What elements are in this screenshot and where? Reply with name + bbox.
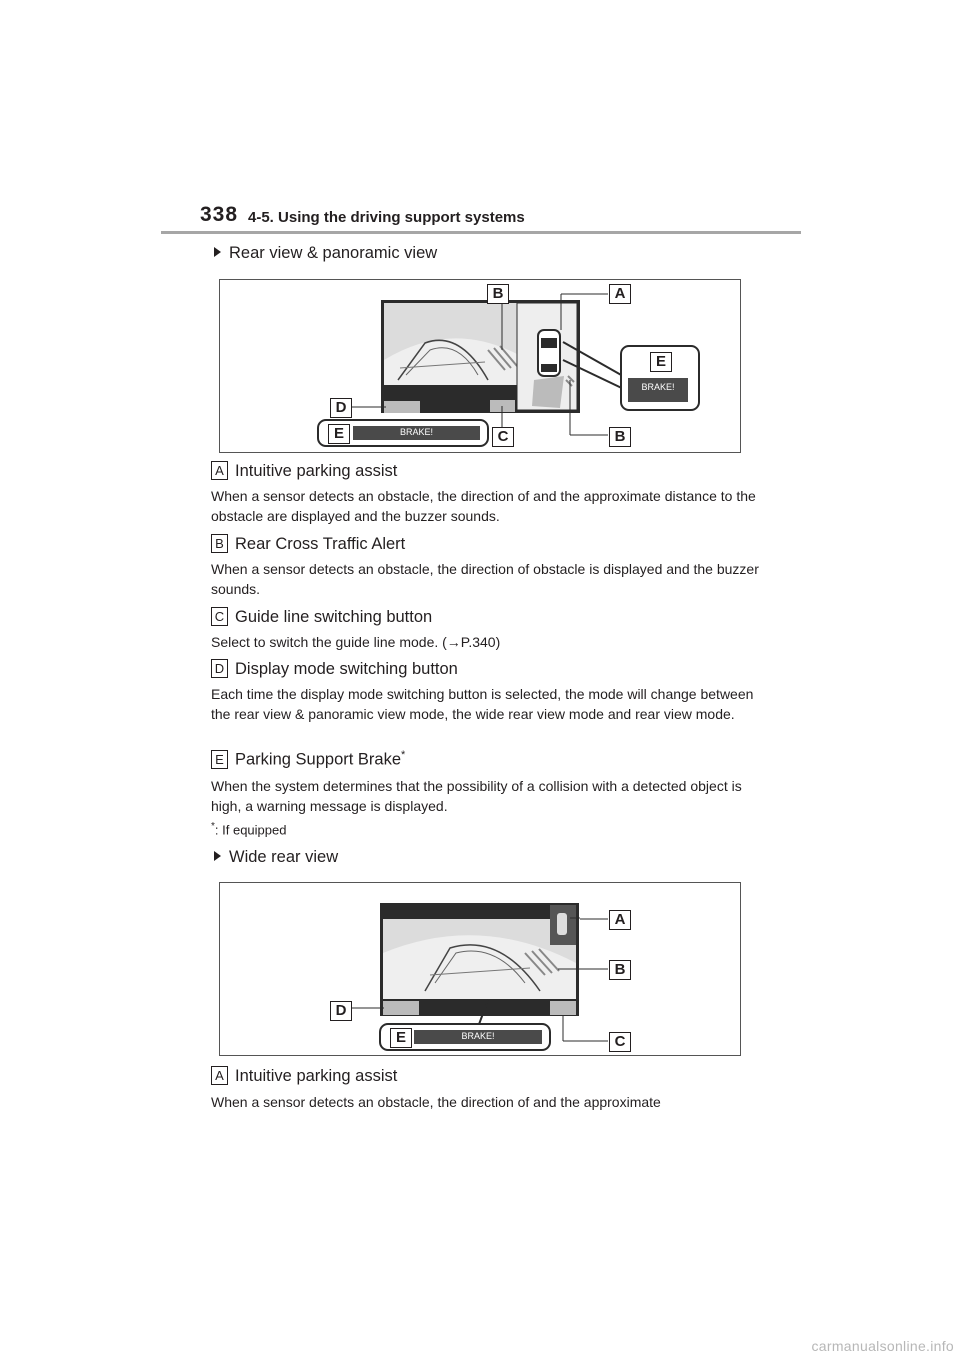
figure-rear-panoramic xyxy=(219,279,741,453)
page-reference-link[interactable]: P.340 xyxy=(460,634,496,650)
view-title: Wide rear view xyxy=(229,848,339,866)
item-d-heading: D Display mode switching button xyxy=(211,659,458,679)
arrow-bullet-icon xyxy=(214,851,221,861)
item-letter-d: D xyxy=(211,659,228,678)
item-e-description: When the system determines that the possibility of a collision with a detected object is high, a warning message is displayed. xyxy=(211,778,742,814)
callout-b: B xyxy=(609,960,631,980)
display-mode-button-shape xyxy=(384,401,420,413)
callout-a: A xyxy=(609,284,631,304)
brake-label-bar: BRAKE! xyxy=(461,1031,495,1041)
wide-item-a-description: When a sensor detects an obstacle, the direction of and the approximate xyxy=(211,1094,661,1110)
callout-e: E xyxy=(390,1028,412,1048)
callout-b-bottom: B xyxy=(609,427,631,447)
wide-rear-illustration xyxy=(220,883,740,1055)
item-e-heading: E Parking Support Brake* xyxy=(211,749,405,770)
display-mode-button-shape xyxy=(383,1001,419,1015)
guide-line-button-shape xyxy=(550,1001,576,1015)
reference-arrow-icon: → xyxy=(446,634,461,650)
item-letter-a: A xyxy=(211,1066,228,1085)
callout-b-top: B xyxy=(487,284,509,304)
footnote-mark: * xyxy=(401,749,406,761)
callout-c: C xyxy=(492,427,514,447)
brake-label-bar: BRAKE! xyxy=(399,427,433,437)
callout-c: C xyxy=(609,1032,631,1052)
footnote: *: If equipped xyxy=(211,821,287,838)
brake-label-zoom: BRAKE! xyxy=(641,382,675,392)
item-b-heading: B Rear Cross Traffic Alert xyxy=(211,534,405,554)
item-a-description: When a sensor detects an obstacle, the direction of and the approximate distance to the obstacle are displayed and the buzzer sounds. xyxy=(211,488,756,524)
callout-e-bar: E xyxy=(328,424,350,444)
wide-item-a-heading: A Intuitive parking assist xyxy=(211,1066,397,1086)
callout-d: D xyxy=(330,398,352,418)
callout-a: A xyxy=(609,910,631,930)
item-letter-c: C xyxy=(211,607,228,626)
item-letter-b: B xyxy=(211,534,228,553)
watermark: carmanualsonline.info xyxy=(811,1338,954,1354)
rear-sensor-area xyxy=(532,376,564,408)
view-heading-rear-panoramic xyxy=(214,244,437,263)
item-c-description: Select to switch the guide line mode. (→P.340) xyxy=(211,634,501,650)
item-c-heading: C Guide line switching button xyxy=(211,607,432,627)
view-heading-wide-rear xyxy=(214,848,338,867)
item-letter-a: A xyxy=(211,461,228,480)
arrow-bullet-icon xyxy=(214,247,221,257)
section-title: 4-5. Using the driving support systems xyxy=(248,209,525,226)
view-title: Rear view & panoramic view xyxy=(229,244,438,262)
callout-e-zoom: E xyxy=(650,352,672,372)
figure-wide-rear xyxy=(219,882,741,1056)
item-b-description: When a sensor detects an obstacle, the direction of obstacle is displayed and the buzzer sounds. xyxy=(211,561,759,597)
item-a-heading: A Intuitive parking assist xyxy=(211,461,397,481)
item-d-description: Each time the display mode switching button is selected, the mode will change between the rear view & panoramic view mode, the wide rear view mode and rear view mode. xyxy=(211,686,754,722)
header-rule xyxy=(161,231,801,234)
page-number: 338 xyxy=(200,203,239,226)
item-letter-e: E xyxy=(211,750,228,769)
callout-d: D xyxy=(330,1001,352,1021)
